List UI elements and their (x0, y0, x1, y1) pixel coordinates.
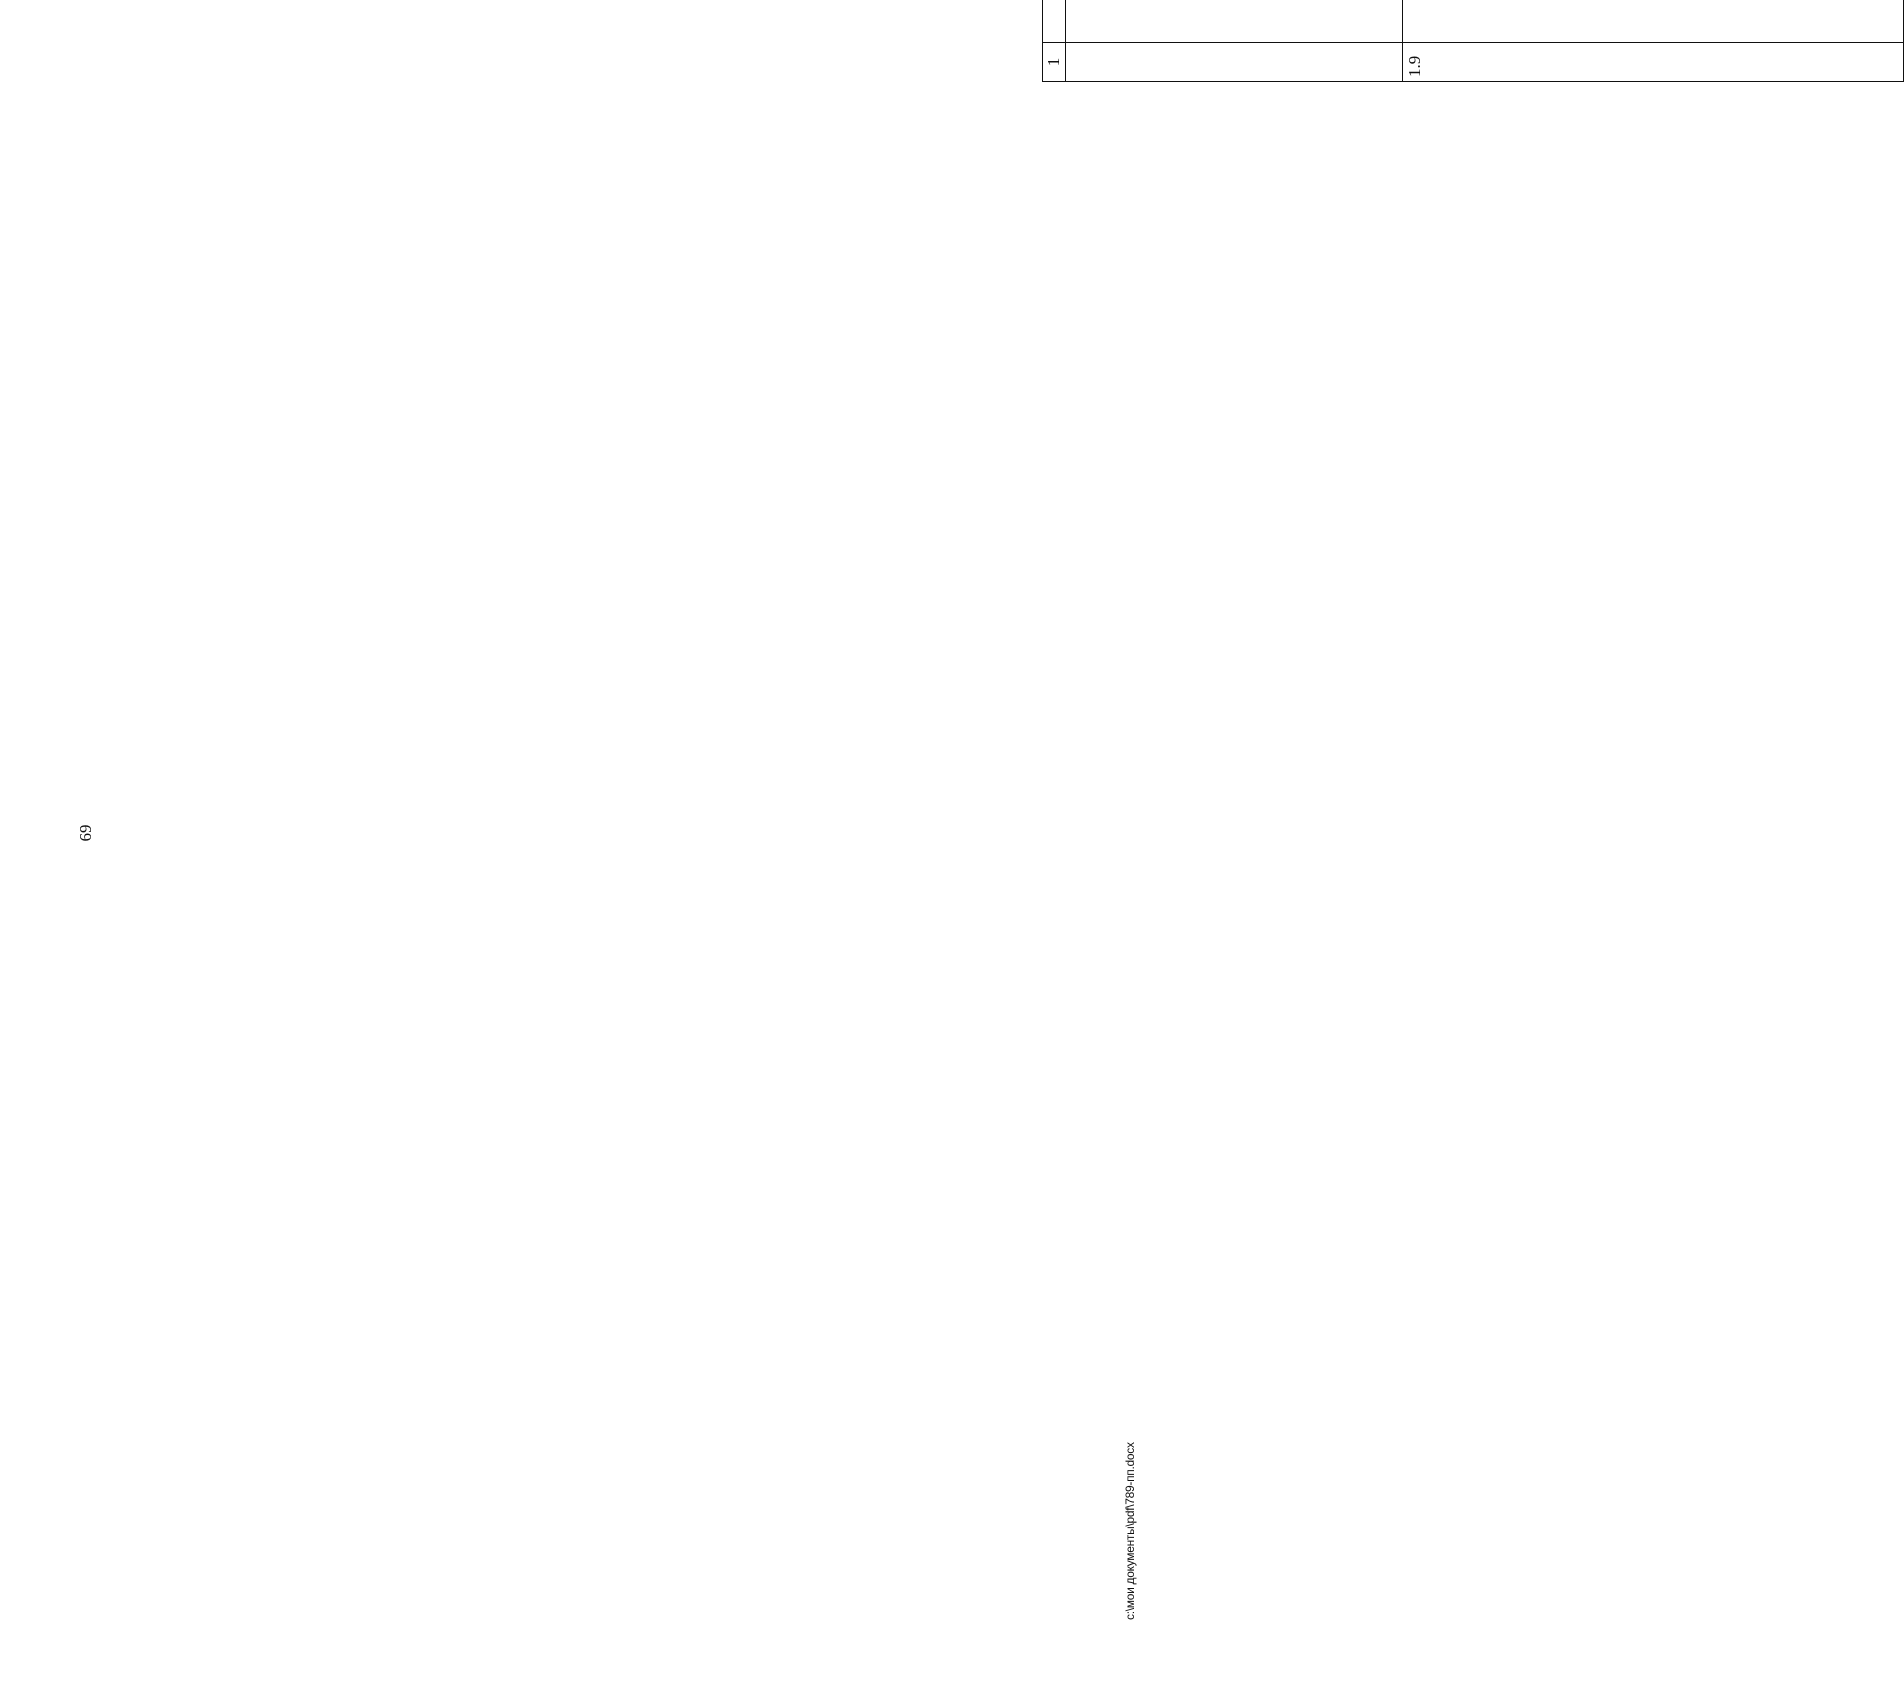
header-row (1043, 0, 1066, 82)
table-row (1403, 0, 1904, 82)
cell-object (1403, 0, 1904, 43)
rotated-table-container (1042, 0, 1904, 82)
header-cell: 1 (1043, 43, 1066, 82)
cell-num (1066, 43, 1403, 82)
header-cell (1043, 0, 1066, 43)
norms-table (1042, 0, 1904, 82)
cell-num: 1.9 (1403, 43, 1904, 82)
table-row (1066, 0, 1403, 82)
footer-path: c:\мои документы\pdf\789-пп.docx (1123, 1442, 1137, 1620)
page-number: 69 (76, 824, 95, 842)
cell-object (1066, 0, 1403, 43)
